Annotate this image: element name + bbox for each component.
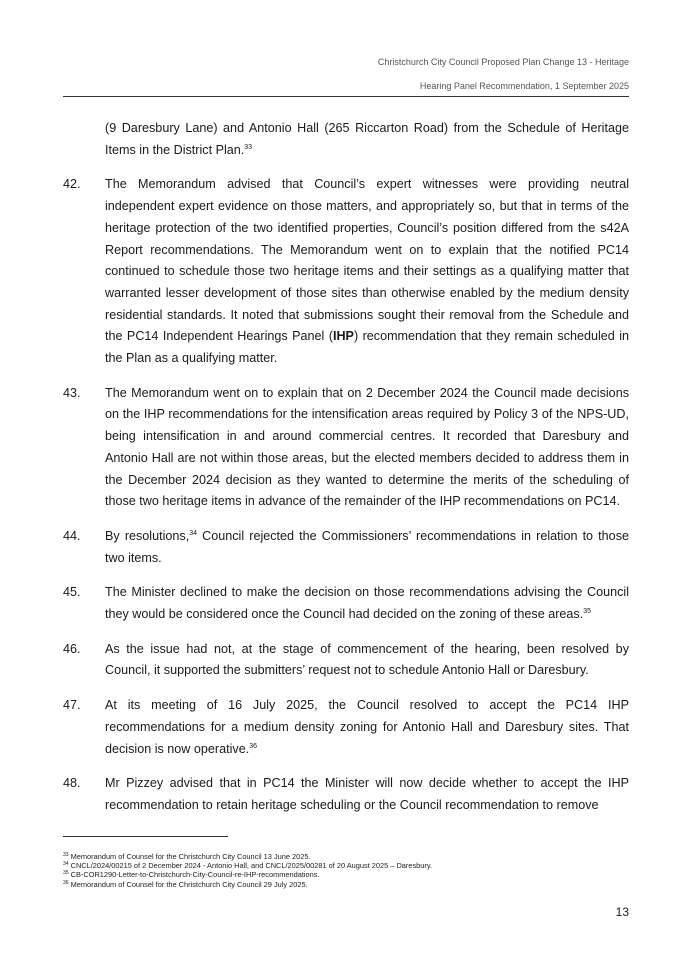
paragraph-text: ) recommendation that they remain scheduled in the Plan as a qualifying matter. xyxy=(105,329,629,366)
footnote-number: 35 xyxy=(63,870,69,877)
footnote-ref[interactable]: 35 xyxy=(583,608,591,616)
defined-term: IHP xyxy=(332,329,354,344)
running-header-title: Christchurch City Council Proposed Plan Change 13 - Heritage xyxy=(377,57,629,67)
paragraph-48 xyxy=(63,773,629,816)
paragraph-number: 46. xyxy=(63,641,81,656)
paragraph-42 xyxy=(63,174,629,369)
paragraph-text: Mr Pizzey advised that in PC14 the Minister will now decide whether to accept the IHP recommendation to retain heritage scheduling or the Council recommendation to remove xyxy=(105,776,629,812)
paragraph-text: The Memorandum advised that Council’s expert witnesses were providing neutral independent expert evidence on those matters, and appropriately so, but that in terms of the heritage protection of the two identified properties, Council’s position differed from the s42A Report recommendations. The Memorandum went on to explain that the notified PC14 continued to schedule those two heritage items and their settings as a qualifying matter that warranted lesser development of those sites than otherwise enabled by the medium density residential standards. It noted that submissions sought their removal from the Schedule and the PC14 Independent Hearings Panel ( xyxy=(105,177,629,344)
footnote-text: CNCL/2024/00215 of 2 December 2024 - Antonio Hall, and CNCL/2025/00281 of 20 August 2025 – Daresbury. xyxy=(70,861,433,871)
paragraph-text: (9 Daresbury Lane) and Antonio Hall (265 Riccarton Road) from the Schedule of Heritage Items in the District Plan. xyxy=(105,121,629,157)
paragraph-46 xyxy=(63,639,629,682)
header-divider xyxy=(63,96,629,97)
paragraph-text: At its meeting of 16 July 2025, the Council resolved to accept the PC14 IHP recommendations for a medium density zoning for Antonio Hall and Daresbury sites. That decision is now operative. xyxy=(105,698,629,756)
paragraph-44 xyxy=(63,526,629,569)
paragraph-text: By resolutions, xyxy=(105,528,190,543)
paragraph-continuation xyxy=(63,118,629,161)
footnote-separator xyxy=(63,836,228,837)
footnote-number: 33 xyxy=(63,852,69,858)
footnote-ref[interactable]: 36 xyxy=(249,742,258,750)
footnote-number: 34 xyxy=(63,861,69,868)
footnote-number: 36 xyxy=(63,879,69,886)
footnote xyxy=(63,861,432,870)
paragraph-number: 48. xyxy=(63,776,81,791)
footnote xyxy=(63,852,432,861)
paragraph-number: 45. xyxy=(63,585,81,600)
paragraph-number: 43. xyxy=(63,385,81,400)
paragraph-text: The Memorandum went on to explain that on 2 December 2024 the Council made decisions on the IHP recommendations for the intensification areas required by Policy 3 of the NPS-UD, being intensification in and around commercial centres. It recorded that Daresbury and Antonio Hall are not within those areas, but the elected members decided to address them in the December 2024 decision as they wanted to determine the merits of the scheduling of those two heritage items in advance of the remainder of the IHP recommendations on PC14. xyxy=(105,385,629,509)
paragraph-text: Council rejected the Commissioners’ recommendations in relation to those two items. xyxy=(105,528,629,565)
paragraph-43 xyxy=(63,383,629,513)
running-header-subtitle: Hearing Panel Recommendation, 1 September 2025 xyxy=(419,81,629,91)
paragraph-number: 42. xyxy=(63,177,81,192)
footnotes xyxy=(63,852,432,889)
paragraph-number: 47. xyxy=(63,698,81,713)
page-number: 13 xyxy=(615,905,629,919)
paragraph-45 xyxy=(63,582,629,625)
footnote-ref[interactable]: 34 xyxy=(189,529,198,537)
footnote-text: Memorandum of Counsel for the Christchurch City Council 13 June 2025. xyxy=(70,852,311,861)
footnote-text: CB-COR1290-Letter-to-Christchurch-City-Council-re-IHP-recommendations. xyxy=(70,870,320,880)
footnote-text: Memorandum of Counsel for the Christchurch City Council 29 July 2025. xyxy=(70,879,308,889)
document-body xyxy=(63,118,629,830)
footnote xyxy=(63,870,432,879)
paragraph-47 xyxy=(63,695,629,760)
paragraph-text: The Minister declined to make the decision on those recommendations advising the Council they would be considered once the Council had decided on the zoning of these areas. xyxy=(105,585,629,622)
paragraph-text: As the issue had not, at the stage of commencement of the hearing, been resolved by Council, it supported the submitters’ request not to schedule Antonio Hall or Daresbury. xyxy=(105,641,629,678)
paragraph-number: 44. xyxy=(63,528,81,543)
footnote-ref[interactable]: 33 xyxy=(244,143,253,151)
footnote xyxy=(63,880,432,889)
